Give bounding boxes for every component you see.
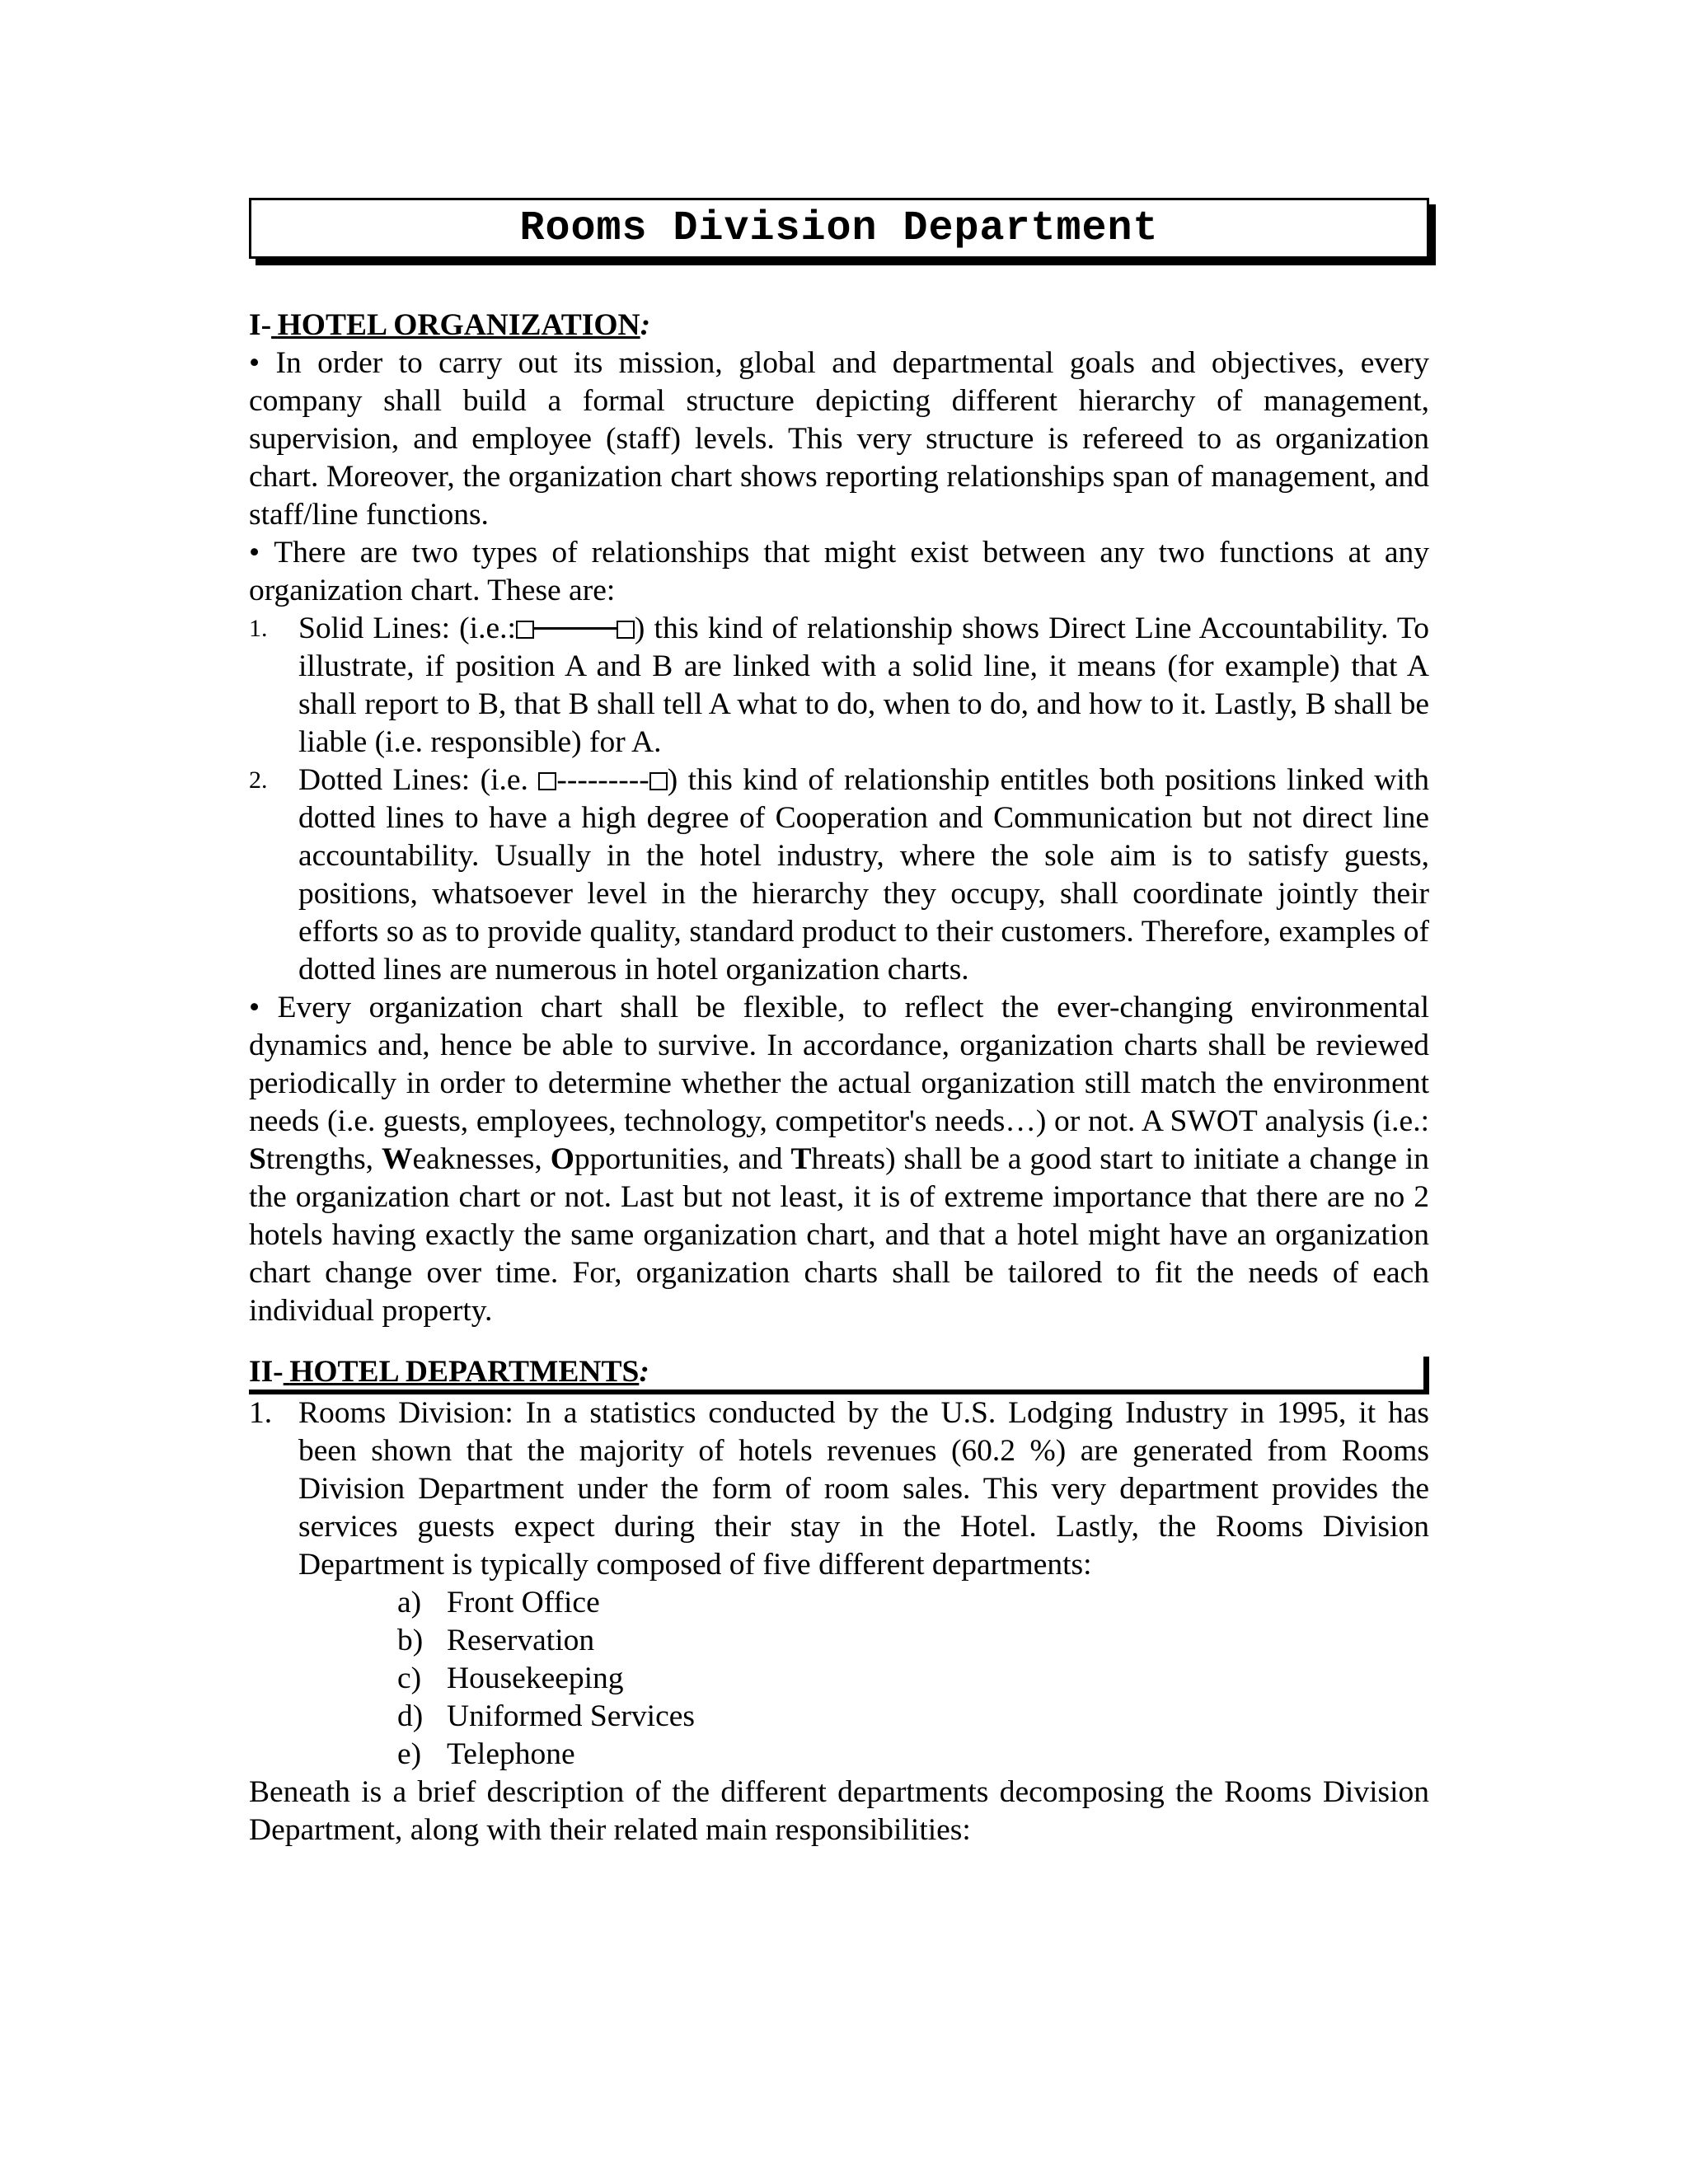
section-colon: : bbox=[639, 1355, 649, 1389]
section-heading-hotel-organization bbox=[249, 307, 1429, 344]
swot-w: W bbox=[382, 1142, 413, 1176]
list-item: c) Housekeeping bbox=[397, 1661, 624, 1695]
box-icon bbox=[538, 772, 556, 790]
dotted-lines-lead: Dotted Lines: (i.e. bbox=[298, 763, 539, 797]
section-title: HOTEL DEPARTMENTS bbox=[289, 1355, 640, 1389]
list-item: a) Front Office bbox=[397, 1586, 600, 1619]
box-icon bbox=[617, 621, 635, 639]
section-colon: : bbox=[640, 308, 651, 342]
dotted-lines-text: ) this kind of relationship entitles both positions linked with dotted lines to have a high degree of Cooperation and Communication but not direct line accountability. Usually in the hotel industry, where the sole aim is to satisfy guests, positions, whatsoever level in the hierarchy they occupy, shall coordinate jointly their efforts so as to provide quality, standard product to their customers. Therefore, examples of dotted lines are numerous in hotel organization charts. bbox=[298, 763, 1429, 987]
solid-lines-text: ) this kind of relationship shows Direct Line Accountability. To illustrate, if position A and B are linked with a solid line, it means (for example) that A shall report to B, that B shall tell A what to do, when to do, and how to it. Lastly, B shall be liable (i.e. responsible) for A. bbox=[298, 612, 1429, 759]
list-number: 2. bbox=[249, 766, 268, 794]
paragraph-closing: Beneath is a brief description of the different departments decomposing the Rooms Division Department, along with their related main responsibilities: bbox=[249, 1775, 1429, 1847]
heading-rule-end bbox=[1423, 1357, 1429, 1393]
dotted-line-dashes: --------- bbox=[556, 763, 649, 797]
section-prefix: I- bbox=[249, 308, 272, 342]
relationship-list bbox=[249, 610, 1429, 989]
paragraph-flexible-chart: • Every organization chart shall be flexible, to reflect the ever-changing environmental dynamics and, hence be able to survive. In accordance, organization charts shall be reviewed periodically in order to determine whether the actual organization still match the environment needs (i.e. guests, employees, technology, competitor's needs…) or not. A SWOT analysis (i.e.: Strengths, Weaknesses, Opportunities, and Threats) shall be a good start to initiate a change in the organization chart or not. Last but not least, it is of extreme importance that there are no 2 hotels having exactly the same organization chart, and that a hotel might have an organization chart change over time. For, organization charts shall be tailored to fit the needs of each individual property. bbox=[249, 989, 1429, 1330]
page-title: Rooms Division Department bbox=[519, 204, 1159, 252]
list-item-solid-lines bbox=[249, 610, 1429, 762]
list-item: b) Reservation bbox=[397, 1624, 595, 1657]
swot-s: S bbox=[249, 1142, 266, 1176]
list-item-rooms-division bbox=[249, 1394, 1429, 1774]
section-heading-hotel-departments bbox=[249, 1355, 1429, 1394]
title-box bbox=[249, 198, 1429, 259]
list-number: 1. bbox=[249, 615, 268, 642]
swot-o: O bbox=[550, 1142, 574, 1176]
paragraph-relationship-types: • There are two types of relationships that might exist between any two functions at any organization chart. These are: bbox=[249, 534, 1429, 610]
box-icon bbox=[516, 621, 534, 639]
rooms-division-subdepartments bbox=[298, 1584, 1429, 1774]
list-item-dotted-lines bbox=[249, 762, 1429, 989]
list-number: 1. bbox=[249, 1396, 273, 1430]
departments-list bbox=[249, 1394, 1429, 1774]
solid-line-icon bbox=[534, 627, 617, 630]
paragraph-organization-intro: • In order to carry out its mission, global and departmental goals and objectives, every company shall build a formal structure depicting different hierarchy of management, supervision, and employee (staff) levels. This very structure is refereed to as organization chart. Moreover, the organization chart shows reporting relationships span of management, and staff/line functions. bbox=[249, 344, 1429, 534]
box-icon bbox=[649, 772, 668, 790]
list-item: d) Uniformed Services bbox=[397, 1699, 695, 1733]
document-body bbox=[249, 307, 1429, 1849]
list-item: e) Telephone bbox=[397, 1737, 575, 1771]
rooms-division-text: Rooms Division: In a statistics conducted by the U.S. Lodging Industry in 1995, it has been shown that the majority of hotels revenues (60.2 %) are generated from Rooms Division Department under the form of room sales. This very department provides the services guests expect during their stay in the Hotel. Lastly, the Rooms Division Department is typically composed of five different departments: bbox=[298, 1396, 1429, 1582]
section-title: HOTEL ORGANIZATION bbox=[277, 308, 640, 342]
section-prefix: II- bbox=[249, 1355, 284, 1389]
swot-t: T bbox=[790, 1142, 812, 1176]
solid-lines-lead: Solid Lines: (i.e.: bbox=[298, 612, 516, 645]
